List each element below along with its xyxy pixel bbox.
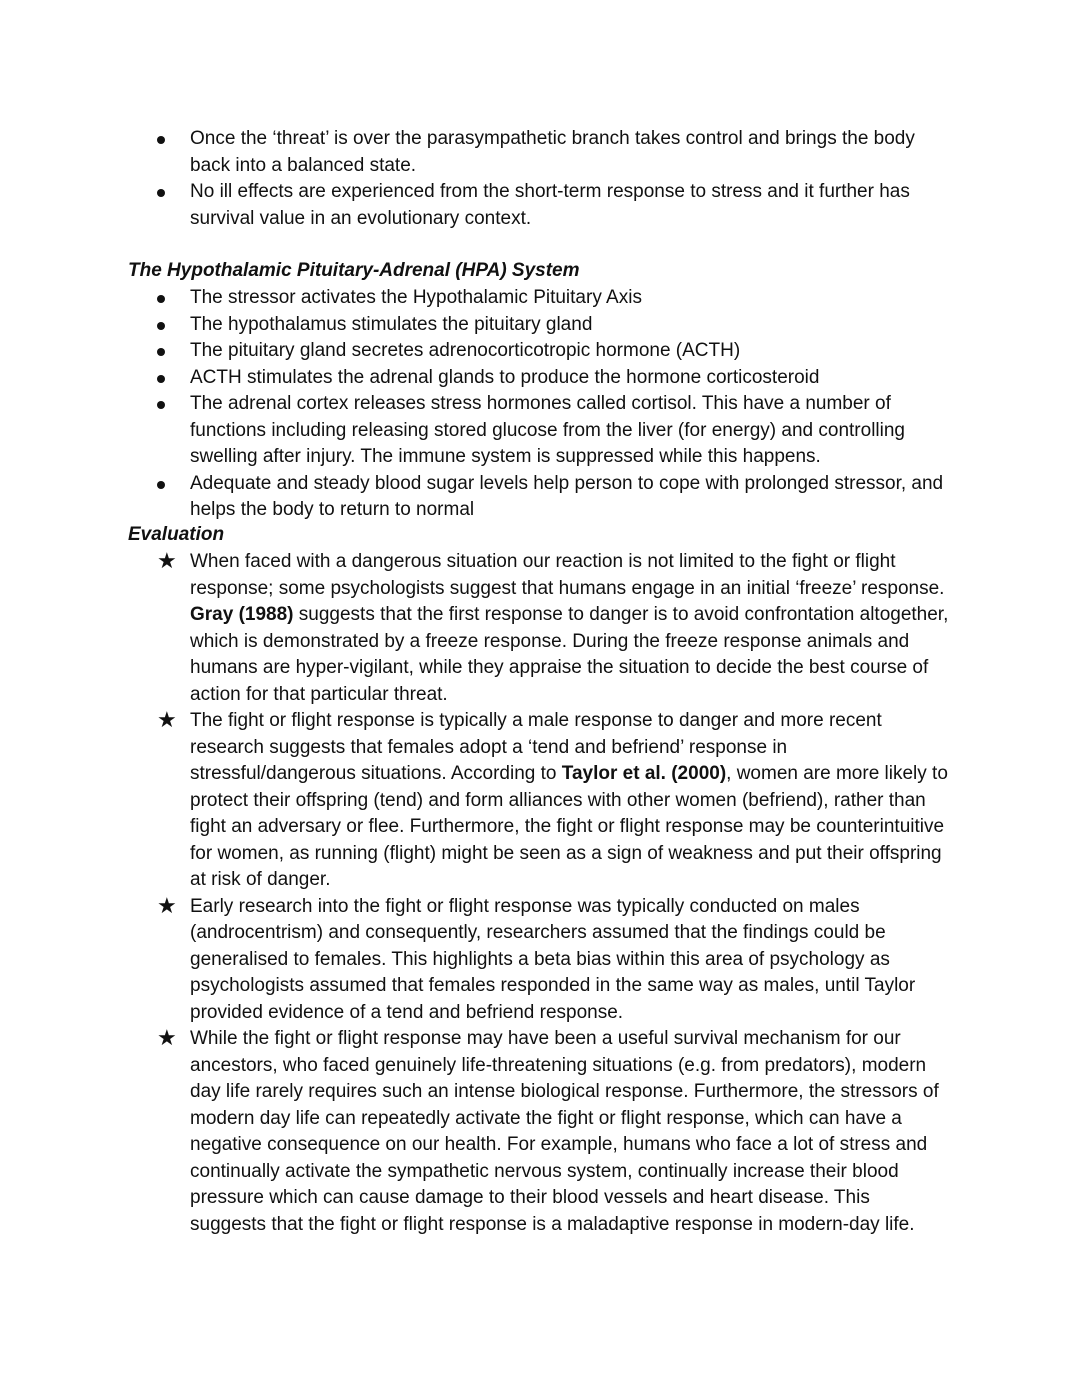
point-text-after: , women are more likely to protect their offspring (tend) and form alliances with other women (befriend), rather than fight an adversary or flee. Furthermore, the fight or flight response may be counterintuitive for women, as running (flight) might be seen as a sign of weakness and put their offspring at risk of danger.: [190, 763, 948, 890]
list-item: [0, 126, 1080, 179]
bullet-text: The adrenal cortex releases stress hormones called cortisol. This have a number of functions including releasing stored glucose from the liver (for energy) and controlling swelling after injury. The immune system is suppressed while this happens.: [190, 393, 905, 467]
list-item: [0, 894, 1080, 1027]
point-text-before: When faced with a dangerous situation our reaction is not limited to the fight or flight response; some psychologists suggest that humans engage in an initial ‘freeze’ response.: [190, 551, 945, 599]
bullet-text: ACTH stimulates the adrenal glands to produce the hormone corticosteroid: [190, 366, 820, 388]
bullet-dot-icon: [157, 189, 165, 197]
evaluation-list: [0, 549, 1080, 1238]
bullet-text: Once the ‘threat’ is over the parasympathetic branch takes control and brings the body back into a balanced state.: [190, 128, 915, 176]
bullet-text: The hypothalamus stimulates the pituitary gland: [190, 313, 593, 335]
bullet-text: The pituitary gland secretes adrenocorticotropic hormone (ACTH): [190, 340, 741, 361]
list-item: [0, 312, 1080, 339]
bullet-text: No ill effects are experienced from the short-term response to stress and it further has survival value in an evolutionary context.: [190, 181, 910, 229]
list-item: [0, 708, 1080, 894]
top-bullet-list: [0, 126, 1080, 232]
list-item: [0, 365, 1080, 392]
bullet-text: Adequate and steady blood sugar levels help person to cope with prolonged stressor, and helps the body to return to normal: [190, 472, 944, 520]
point-text-after: suggests that the first response to danger is to avoid confrontation altogether, which is demonstrated by a freeze response. During the freeze response animals and humans are hyper-vigilant, while they appraise the situation to decide the best course of action for that particular threat.: [190, 604, 949, 705]
hpa-heading: The Hypothalamic Pituitary-Adrenal (HPA) System: [128, 260, 580, 281]
bullet-text: The stressor activates the Hypothalamic Pituitary Axis: [190, 287, 642, 308]
bullet-dot-icon: [157, 322, 165, 330]
citation: Gray (1988): [190, 604, 294, 625]
citation: Taylor et al. (2000): [561, 763, 727, 784]
star-bullet-icon: ★: [157, 708, 177, 733]
list-item: [0, 338, 1080, 365]
hpa-bullet-list: [0, 285, 1080, 524]
list-item: [0, 391, 1080, 471]
bullet-dot-icon: [157, 295, 165, 303]
evaluation-heading: Evaluation: [128, 524, 225, 545]
point-text: While the fight or flight response may have been a useful survival mechanism for our ancestors, who faced genuinely life-threatening situations (e.g. from predators), modern day life rarely requires such an intense biological response. Furthermore, the stressors of modern day life can repeatedly activate the fight or flight response, which can have a negative consequence on our health. For example, humans who face a lot of stress and continually activate the sympathetic nervous system, continually increase their blood pressure which can cause damage to their blood vessels and heart disease. This suggests that the fight or flight response is a maladaptive response in modern-day life.: [190, 1028, 939, 1235]
list-item: [0, 179, 1080, 232]
list-item: [0, 471, 1080, 524]
bullet-dot-icon: [157, 375, 165, 383]
list-item: [0, 1026, 1080, 1238]
bullet-dot-icon: [157, 481, 165, 489]
bullet-dot-icon: [157, 348, 165, 356]
bullet-dot-icon: [157, 136, 165, 144]
list-item: [0, 549, 1080, 708]
star-bullet-icon: ★: [157, 893, 177, 919]
bullet-dot-icon: [157, 401, 165, 409]
list-item: [0, 285, 1080, 312]
point-text: Early research into the fight or flight response was typically conducted on males (androcentrism) and consequently, researchers assumed that the findings could be generalised to females. This highlights a beta bias within this area of psychology as psychologists assumed that females responded in the same way as males, until Taylor provided evidence of a tend and befriend response.: [190, 895, 916, 1023]
star-bullet-icon: ★: [157, 1026, 177, 1051]
point-text-before: The fight or flight response is typically a male response to danger and more recent research suggests that females adopt a ‘tend and befriend’ response in stressful/dangerous situations. According to: [190, 710, 882, 784]
star-bullet-icon: ★: [157, 549, 177, 574]
